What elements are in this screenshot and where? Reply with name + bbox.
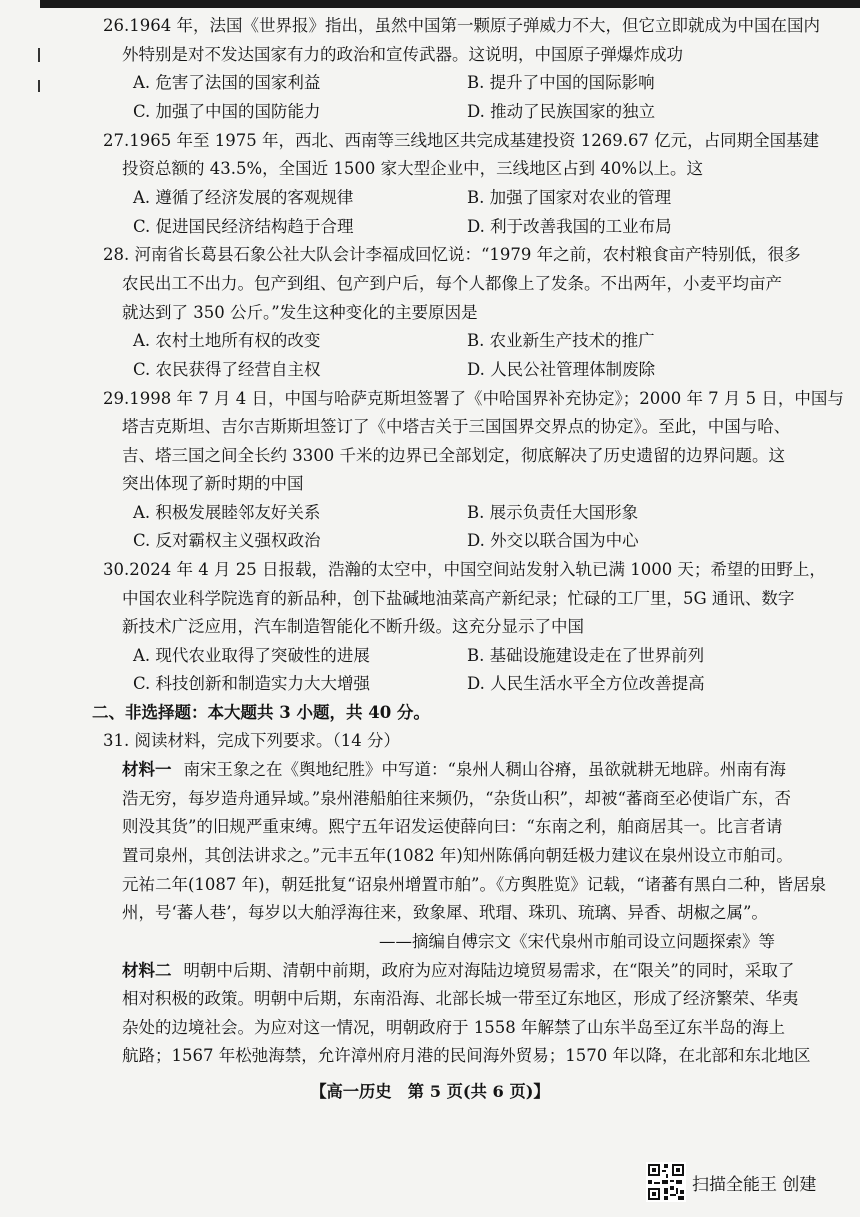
question-28-stem-line-1: 28. 河南省长葛县石象公社大队会计李福成回忆说：“1979 年之前，农村粮食亩产特别低，很多 xyxy=(103,245,801,264)
question-29-option-b: B. 展示负责任大国形象 xyxy=(467,503,639,522)
material-1-line-2: 浩无穷，每岁造舟通异域。”泉州港船舶往来频仍，“杂货山积”，却被“蕃商至必使诣广东，否 xyxy=(122,789,791,808)
question-28-option-a: A. 农村土地所有权的改变 xyxy=(133,331,321,350)
material-1-line-4: 置司泉州，其创法讲求之。”元丰五年(1082 年)知州陈偁向朝廷极力建议在泉州设立市舶司。 xyxy=(122,846,793,865)
question-28-stem-line-3: 就达到了 350 公斤。”发生这种变化的主要原因是 xyxy=(122,303,478,322)
question-29-option-c: C. 反对霸权主义强权政治 xyxy=(133,531,321,550)
material-2-text: 明朝中后期、清朝中前期，政府为应对海陆边境贸易需求，在“限关”的同时，采取了 xyxy=(183,961,795,980)
question-26-option-d: D. 推动了民族国家的独立 xyxy=(467,102,656,121)
question-26-stem-line-1: 26.1964 年，法国《世界报》指出，虽然中国第一颗原子弹威力不大，但它立即就成为中国在国内 xyxy=(103,16,820,35)
material-1-source: ——摘编自傅宗文《宋代泉州市舶司设立问题探索》等 xyxy=(379,932,775,951)
material-1-line-3: 则没其货”的旧规严重束缚。熙宁五年诏发运使薛向曰：“东南之利，舶商居其一。比言者请 xyxy=(122,817,783,836)
question-30-option-b: B. 基础设施建设走在了世界前列 xyxy=(467,646,705,665)
question-26-option-b: B. 提升了中国的国际影响 xyxy=(467,73,655,92)
material-2-line-1 xyxy=(122,960,794,982)
question-30-option-c: C. 科技创新和制造实力大大增强 xyxy=(133,674,371,693)
scanner-watermark: 扫描全能王 创建 xyxy=(692,1175,817,1195)
question-27-option-a: A. 遵循了经济发展的客观规律 xyxy=(133,188,354,207)
question-28-option-b: B. 农业新生产技术的推广 xyxy=(467,331,655,350)
question-28-stem-line-2: 农民出工不出力。包产到组、包产到户后，每个人都像上了发条。不出两年，小麦平均亩产 xyxy=(122,274,782,293)
section-2-heading: 二、非选择题：本大题共 3 小题，共 40 分。 xyxy=(92,703,430,722)
question-26-option-a: A. 危害了法国的国家利益 xyxy=(133,73,321,92)
question-29-stem-line-4: 突出体现了新时期的中国 xyxy=(122,474,304,493)
material-2-line-4: 航路；1567 年松弛海禁，允许漳州府月港的民间海外贸易；1570 年以降，在北部和东北地区 xyxy=(122,1046,811,1065)
question-30-option-a: A. 现代农业取得了突破性的进展 xyxy=(133,646,370,665)
material-1-text: 南宋王象之在《舆地纪胜》中写道：“泉州人稠山谷瘠，虽欲就耕无地辟。州南有海 xyxy=(183,760,786,779)
question-27-stem-line-1: 27.1965 年至 1975 年，西北、西南等三线地区共完成基建投资 1269.67 亿元，占同期全国基建 xyxy=(103,131,820,150)
question-29-option-a: A. 积极发展睦邻友好关系 xyxy=(133,503,321,522)
question-29-option-d: D. 外交以联合国为中心 xyxy=(467,531,639,550)
material-2-line-3: 杂处的边境社会。为应对这一情况，明朝政府于 1558 年解禁了山东半岛至辽东半岛的海上 xyxy=(122,1018,785,1037)
qr-code-icon xyxy=(646,1162,686,1202)
question-29-stem-line-2: 塔吉克斯坦、吉尔吉斯斯坦签订了《中塔吉关于三国国界交界点的协定》。至此，中国与哈、 xyxy=(122,417,791,436)
question-29-stem-line-1: 29.1998 年 7 月 4 日，中国与哈萨克斯坦签署了《中哈国界补充协定》；2000 年 7 月 5 日，中国与 xyxy=(103,389,844,408)
material-1-label: 材料一 xyxy=(122,760,172,779)
material-1-line-5: 元祐二年(1087 年)，朝廷批复“诏泉州增置市舶”。《方舆胜览》记载，“诸蕃有黑白二种，皆居泉 xyxy=(122,875,827,894)
material-1-line-6: 州，号‘蕃人巷’，每岁以大舶浮海往来，致象犀、玳瑁、珠玑、琉璃、异香、胡椒之属”。 xyxy=(122,903,768,922)
material-1-line-1 xyxy=(122,759,786,781)
question-30-stem-line-2: 中国农业科学院选育的新品种，创下盐碱地油菜高产新纪录；忙碌的工厂里，5G 通讯、数字 xyxy=(122,589,795,608)
question-26-option-c: C. 加强了中国的国防能力 xyxy=(133,102,321,121)
question-31-title: 31. 阅读材料，完成下列要求。（14 分） xyxy=(103,731,400,750)
page-footer: 【高一历史 第 5 页(共 6 页)】 xyxy=(310,1082,550,1101)
question-27-option-b: B. 加强了国家对农业的管理 xyxy=(467,188,672,207)
question-27-option-d: D. 利于改善我国的工业布局 xyxy=(467,217,672,236)
question-30-option-d: D. 人民生活水平全方位改善提高 xyxy=(467,674,705,693)
question-27-stem-line-2: 投资总额的 43.5%，全国近 1500 家大型企业中，三线地区占到 40%以上。这 xyxy=(122,159,704,178)
question-28-option-c: C. 农民获得了经营自主权 xyxy=(133,360,321,379)
material-2-line-2: 相对积极的政策。明朝中后期，东南沿海、北部长城一带至辽东地区，形成了经济繁荣、华夷 xyxy=(122,989,799,1008)
question-29-stem-line-3: 吉、塔三国之间全长约 3300 千米的边界已全部划定，彻底解决了历史遗留的边界问题。这 xyxy=(122,446,785,465)
question-28-option-d: D. 人民公社管理体制废除 xyxy=(467,360,656,379)
material-2-label: 材料二 xyxy=(122,961,172,980)
question-30-stem-line-3: 新技术广泛应用，汽车制造智能化不断升级。这充分显示了中国 xyxy=(122,617,584,636)
question-27-option-c: C. 促进国民经济结构趋于合理 xyxy=(133,217,354,236)
question-30-stem-line-1: 30.2024 年 4 月 25 日报载，浩瀚的太空中，中国空间站发射入轨已满 1000 天；希望的田野上， xyxy=(103,560,826,579)
question-26-stem-line-2: 外特别是对不发达国家有力的政治和宣传武器。这说明，中国原子弹爆炸成功 xyxy=(122,45,683,64)
